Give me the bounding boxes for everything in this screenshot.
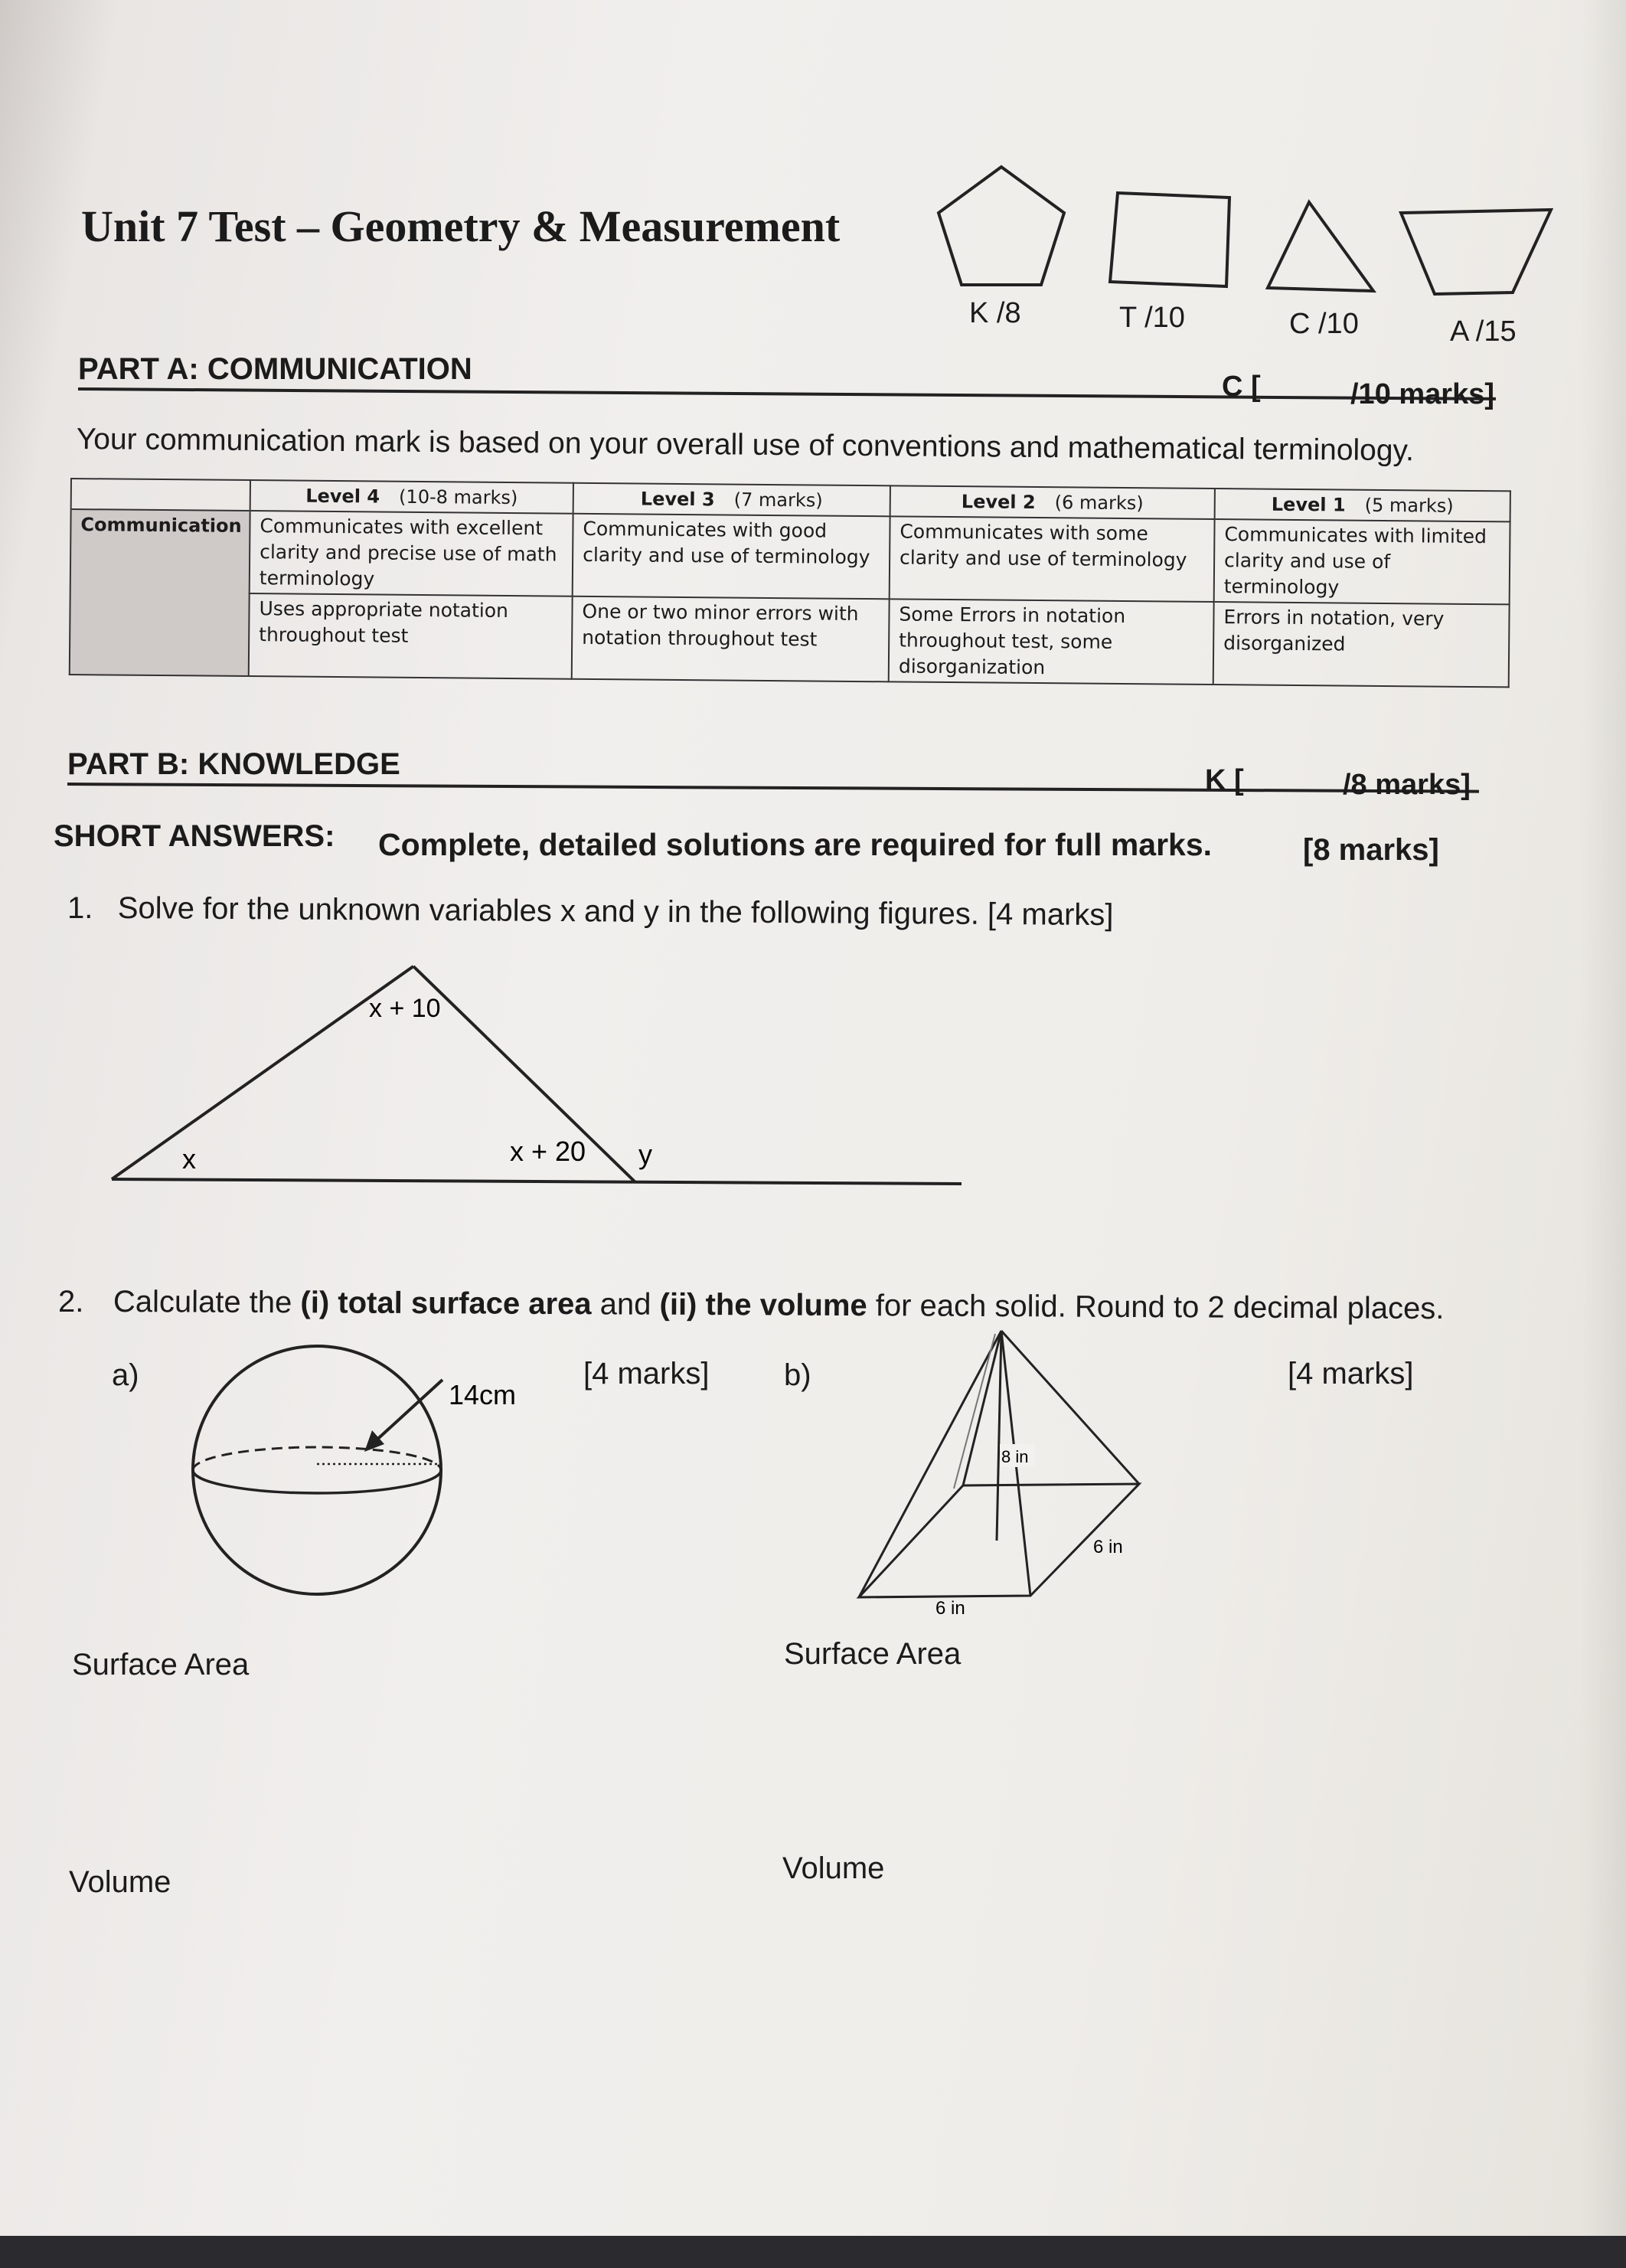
part-a-heading: PART A: COMMUNICATION [78,352,472,386]
label-exterior-angle: y [638,1139,652,1170]
sphere-equator-front [193,1470,441,1493]
triangle-base-line [112,1179,962,1184]
rubric-level1-header: Level 1 (5 marks) [1215,489,1510,521]
score-k: K /8 [969,297,1021,329]
rubric-row-label: Communication [70,509,250,676]
rubric-cell: One or two minor errors with notation throughout test [572,596,890,682]
part-b-marks-suffix: /8 marks] [1343,769,1471,801]
triangle-left-side [112,966,413,1179]
score-t: T /10 [1119,302,1185,334]
pyramid-side-right: 6 in [1093,1537,1123,1557]
part-a-marks-suffix: /10 marks] [1350,378,1495,410]
rubric-level4-header: Level 4 (10-8 marks) [250,480,573,514]
rubric-cell: Communicates with limited clarity and use of terminology [1214,519,1510,604]
pyramid-height-label: 8 in [1001,1447,1029,1466]
q2b-surface-area-label: Surface Area [784,1637,962,1671]
rubric-cell: Errors in notation, very disorganized [1213,602,1510,687]
short-answers-marks: [8 marks] [1303,833,1439,867]
pyramid-edge-shadow [954,1334,995,1489]
label-top-angle: x + 10 [369,994,441,1023]
rubric-level3-header: Level 3 (7 marks) [573,483,890,517]
triangle-icon [1268,202,1373,291]
communication-rubric [69,478,1511,688]
square-icon [1110,193,1229,286]
pentagon-icon [939,167,1064,285]
rubric-level2-header: Level 2 (6 marks) [890,485,1215,519]
part-b-marks-prefix: K [ [1205,764,1244,796]
pyramid-edge [859,1331,1001,1597]
arrow-head-icon [364,1430,384,1452]
score-c: C /10 [1289,308,1359,340]
dimension-arrow [372,1380,442,1444]
q2-text: Calculate the (i) total surface area and (ii) the volume for each solid. Round to 2 decimal places. [113,1285,1445,1326]
score-shapes [926,153,1577,306]
rubric-cell: Some Errors in notation throughout test, some disorganization [889,599,1214,685]
pyramid-figure [850,1325,1156,1623]
rubric-corner [71,479,250,511]
rubric-cell: Uses appropriate notation throughout test [249,593,573,679]
sphere-dimension: 14cm [449,1379,517,1410]
pyramid-side-bottom: 6 in [935,1598,965,1619]
rubric-cell: Communicates with excellent clarity and precise use of math terminology [250,511,573,596]
q2b-volume-label: Volume [782,1851,885,1885]
short-answers-label: SHORT ANSWERS: [54,819,335,853]
q2a-volume-label: Volume [69,1865,171,1899]
pyramid-height [997,1331,1001,1541]
part-a-intro: Your communication mark is based on your overall use of conventions and mathematical terminology. [76,423,1415,468]
rubric-row-1 [70,509,1510,604]
label-left-angle: x [182,1143,196,1175]
pyramid-edge [963,1331,1001,1485]
sphere-figure [184,1340,536,1600]
rubric-cell: Communicates with some clarity and use of terminology [890,516,1215,602]
page-title: Unit 7 Test – Geometry & Measurement [81,201,841,251]
triangle-figure [100,949,972,1194]
q1-number: 1. [67,891,93,925]
short-answers-text: Complete, detailed solutions are required for full marks. [378,827,1213,862]
label-right-angle: x + 20 [510,1136,586,1167]
trapezoid-icon [1401,210,1551,294]
sphere-equator-back [193,1447,441,1470]
part-b-rule [67,783,1479,793]
paper-shadow [1580,0,1626,2236]
part-b-heading: PART B: KNOWLEDGE [67,747,400,781]
q2a-surface-area-label: Surface Area [72,1648,250,1681]
q2b-label: b) [784,1358,811,1392]
score-a: A /15 [1450,315,1517,348]
q1-text: Solve for the unknown variables x and y in the following figures. [4 marks] [117,891,1114,933]
q2a-label: a) [112,1358,139,1392]
q2-number: 2. [58,1285,84,1319]
sphere-outline [193,1346,441,1594]
rubric-row-2 [70,592,1510,687]
part-a-marks-prefix: C [ [1222,371,1261,403]
q2b-marks: [4 marks] [1288,1357,1414,1391]
q2a-marks: [4 marks] [583,1357,710,1391]
part-a-rule [78,387,1496,400]
rubric-cell: Communicates with good clarity and use of terminology [573,514,890,600]
